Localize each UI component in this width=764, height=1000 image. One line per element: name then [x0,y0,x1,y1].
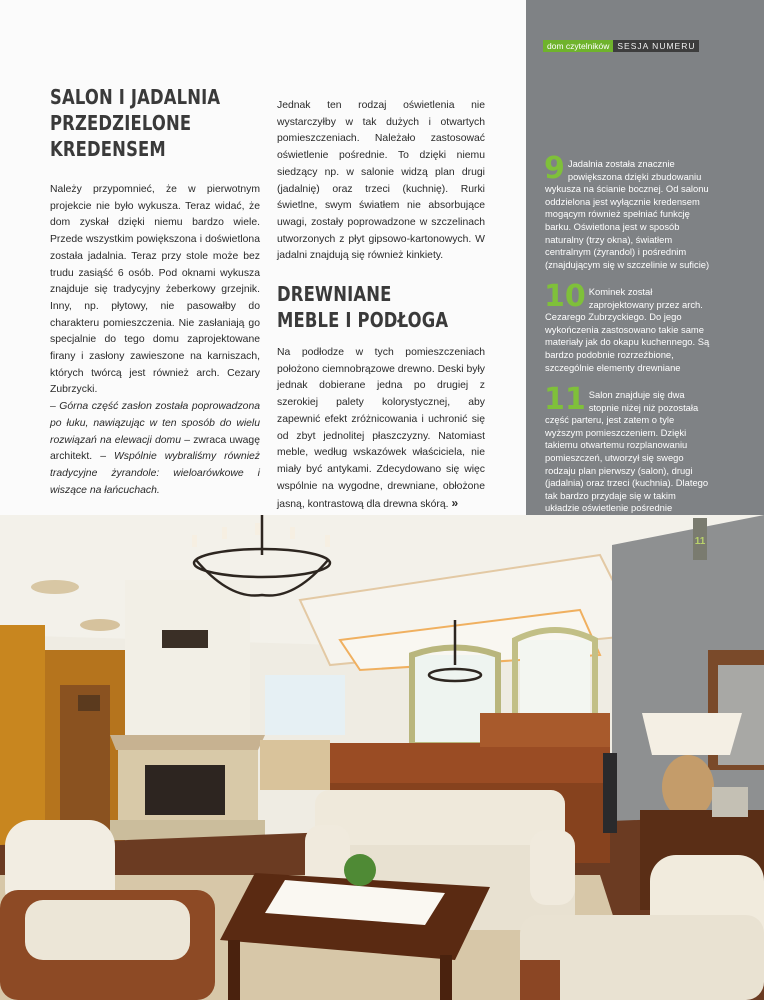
caption-number: 10 [544,279,586,314]
quote-italic: – Górna część zasłon została poprowadzona po łuku, nawiązując w ten sposób do wielu rozwiązań na elewacji domu [50,401,260,446]
caption-text: Salon znajduje się dwa stopnie niżej niż pozostała część parteru, jest zatem o tyle wyższym pomieszczeniem. Dzięki takiemu otwartemu rozplanowaniu pomieszczeń, utworzył się swego rodzaju plan pierwszy (salon), drugi (jadalnia) oraz trzeci (kuchnia). Dlatego tak bardzo przydaje się w takim układzie oświetlenie pośrednie [545,389,709,514]
photo-number: 11 [694,536,706,547]
caption-text: Jadalnia została znacznie powiększona dzięki zbudowaniu wykusza na ścianie bocznej. Od salonu oddzielona jest wyłącznie kredensem mogącym również spełniać funkcję barku. Oświetlona jest w sposób naturalny (trzy okna), światłem centralnym (żyrandol) i pośrednim (znajdującym się w szczelinie w suficie) [545,158,710,270]
heading-line: KREDENSEM [50,137,166,161]
section-heading-salon [50,84,255,162]
heading-line: SALON I JADALNIA [50,85,221,109]
paragraph: Jednak ten rodzaj oświetlenia nie wystarczyłby w tak dużych i otwartych pomieszczeniach. Należało zastosować oświetlenie pośrednie. To dzięki niemu siedzący np. w salonie widzą plan drugi (jadalnię) oraz trzeci (kuchnię). Rurki świetlne, swym światłem nie absorbujące uwagi, zostały poprowadzone w szczelinach utworzonych z płyt gipsowo-kartonowych. W jadalni znajdują się również kinkiety. [277,100,485,262]
continue-mark: » [451,496,459,511]
heading-line: PRZEDZIELONE [50,111,192,135]
heading-line: DREWNIANE [277,282,392,307]
article-column-2 [277,98,485,514]
living-room-photo [0,515,764,1000]
caption-number: 11 [544,382,586,417]
section-tag-title: SESJA NUMERU [613,40,699,52]
quote-paragraph [50,399,260,499]
section-heading-drewniane [277,281,482,333]
living-room-illustration [0,515,764,1000]
heading-line: MEBLE I PODŁOGA [277,308,449,333]
photo-caption-9 [544,151,710,271]
section-tag [543,40,699,52]
paragraph [277,345,485,514]
column-1-body [50,182,260,499]
paragraph: Należy przypomnieć, że w pierwotnym projekcie nie było wykusza. Teraz widać, że dom zyskał dzięki niemu bardzo wiele. Przede wszystkim powiększona i doświetlona została jadalnia. Teraz przy stole może bez trudu zasiąść 6 osób. Pod oknami wykusza znajduje się tradycyjny żeberkowy grzejnik. Inny, np. płytowy, nie pasowałby do charakteru pomieszczenia. Nie zasłaniają go specjalnie do tego domu zaprojektowane firany i zasłony zawieszone na karniszach, których twórcą jest również arch. Cezary Zubrzycki. [50,184,260,396]
quote-attribution: – zwraca uwagę architekt. – [50,434,260,463]
photo-caption-11 [544,382,710,515]
column-2-body-1 [277,98,485,265]
article-column-1 [50,84,260,499]
caption-number: 9 [544,151,565,186]
photo-caption-10 [544,279,710,374]
column-2-body-2 [277,345,485,514]
article-text-area [0,0,526,515]
paragraph-text: Na podłodze w tych pomieszczeniach położono ciemnobrązowe drewno. Deski były jednak dobierane jedna po drugiej z szerokiej palety kolorystycznej, aby zapewnić efekt zróżnicowania i uchronić się od zbyt jednolitej płaszczyzny. Natomiast meble, według wskazówek właściciela, nie miały być antykami. Zdecydowano się więc wspólnie na wygodne, drewniane, obłożone jasną, kontrastową dla drewna skórą. [277,347,485,511]
caption-text: Kominek został zaprojektowany przez arch. Cezarego Zubrzyckiego. Do jego wykończenia zastosowano takie same materiały jak do okapu kuchennego. Są bardzo podobnie rozrzeźbione, szczególnie elementy drewniane [545,286,710,373]
section-tag-label: dom czytelników [543,40,613,52]
photo-number-tab [693,518,707,560]
quote-italic-2: Wspólnie wybraliśmy również tradycyjne żyrandole: wieloarówkowe i wiszące na łańcuchach. [50,451,260,496]
